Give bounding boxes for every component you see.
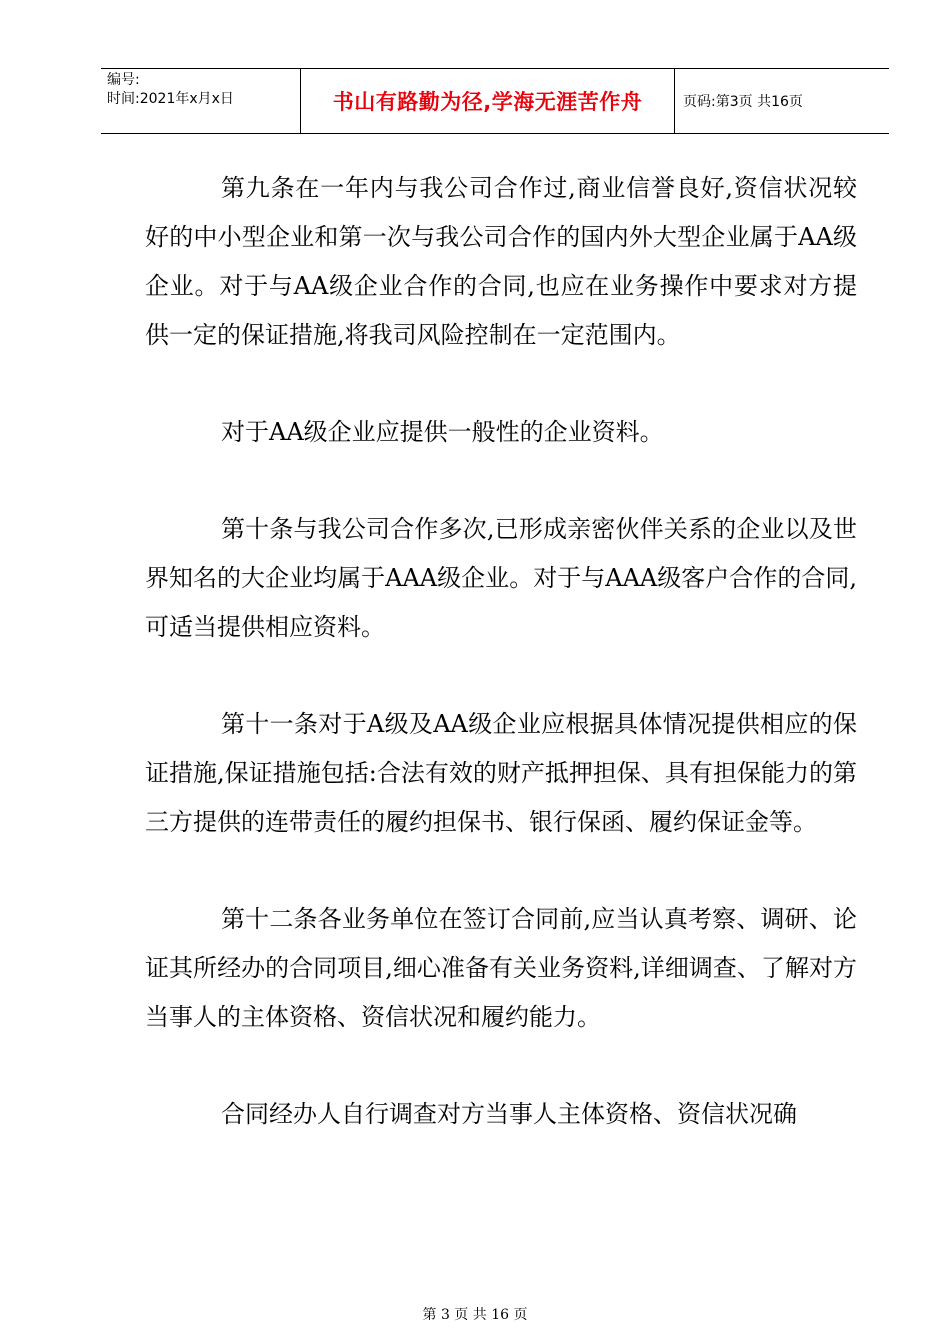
paragraph-article-12: 第十二条各业务单位在签订合同前,应当认真考察、调研、论证其所经办的合同项目,细心准备有关业务资料,详细调查、了解对方当事人的主体资格、资信状况和履约能力。 xyxy=(145,905,857,1031)
document-time-label: 时间:2021年x月x日 xyxy=(107,91,234,107)
paragraph-article-11: 第十一条对于A级及AA级企业应根据具体情况提供相应的保证措施,保证措施包括:合法有效的财产抵押担保、具有担保能力的第三方提供的连带责任的履约担保书、银行保函、履约保证金等。 xyxy=(145,710,857,836)
header-page-info: 页码:第3页 共16页 xyxy=(683,94,803,110)
document-body xyxy=(145,164,857,1187)
paragraph-article-10: 第十条与我公司合作多次,已形成亲密伙伴关系的企业以及世界知名的大企业均属于AAA级企业。对于与AAA级客户合作的合同,可适当提供相应资料。 xyxy=(145,515,857,641)
paragraph-contract-investigation: 合同经办人自行调查对方当事人主体资格、资信状况确 xyxy=(221,1100,797,1128)
header-meta xyxy=(101,69,301,133)
page-footer: 第 3 页 共 16 页 xyxy=(422,1307,528,1323)
paragraph-aa-materials: 对于AA级企业应提供一般性的企业资料。 xyxy=(221,418,664,446)
page-header xyxy=(101,68,889,134)
document-number-label: 编号: xyxy=(107,72,140,88)
paragraph-article-9: 第九条在一年内与我公司合作过,商业信誉良好,资信状况较好的中小型企业和第一次与我公司合作的国内外大型企业属于AA级企业。对于与AA级企业合作的合同,也应在业务操作中要求对方提供一定的保证措施,将我司风险控制在一定范围内。 xyxy=(145,174,857,349)
header-motto: 书山有路勤为径,学海无涯苦作舟 xyxy=(301,69,675,133)
